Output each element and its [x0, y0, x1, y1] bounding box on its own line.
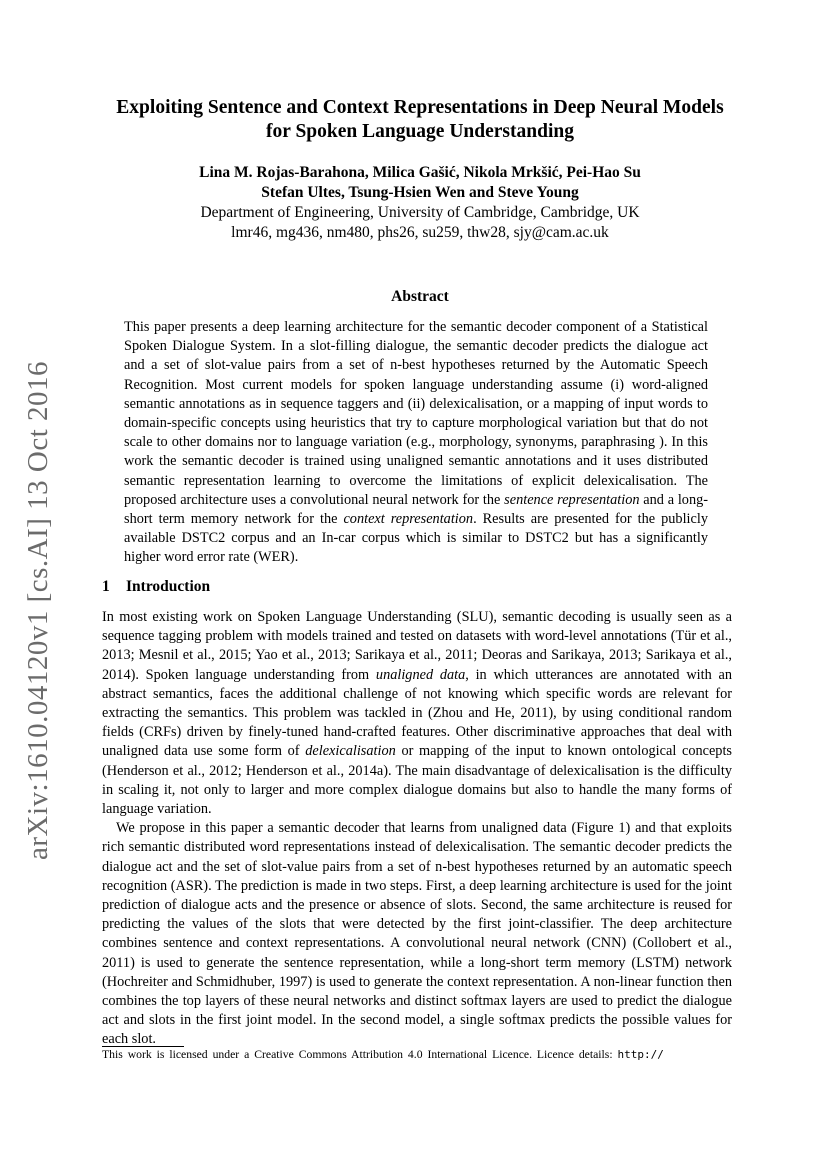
author-emails: lmr46, mg436, nm480, phs26, su259, thw28, sjy@cam.ac.uk	[231, 224, 609, 241]
intro-p1-text-b: , in which utterances are annotated with an abstract semantics, faces the additional challenge of not knowing which specific words are relevant for extracting the semantics. This problem was tackled in (Zhou and He, 2011), by using conditional random fields (CRFs) driven by finely-tuned hand-crafted features. Other discriminative approaches that deal with unaligned data use some form of	[102, 666, 732, 760]
abstract-text-2: and a long-short term memory network for the	[124, 491, 708, 528]
footnote-text: This work is licensed under a Creative Commons Attribution 4.0 International Licence. Licence details:	[102, 1048, 618, 1061]
section-number: 1	[102, 578, 110, 595]
intro-paragraph-1	[102, 608, 732, 819]
paper-title	[90, 96, 750, 144]
authors-line-2: Stefan Ultes, Tsung-Hsien Wen and Steve Young	[261, 184, 579, 201]
footnote-url[interactable]: http://	[617, 1048, 664, 1061]
abstract-heading: Abstract	[391, 288, 449, 305]
title-line-1: Exploiting Sentence and Context Representations in Deep Neural Models	[116, 97, 724, 118]
intro-p1-text-c: or mapping of the input to known ontological concepts (Henderson et al., 2012; Henderson et al., 2014a). The main disadvantage of delexicalisation is the difficulty in scaling it, not only to larger and more complex dialogue domains but also to handle the many forms of language variation.	[102, 743, 732, 818]
author-block	[90, 163, 750, 243]
intro-paragraph-2: We propose in this paper a semantic decoder that learns from unaligned data (Figure 1) and that exploits rich semantic distributed word representations instead of delexicalisation. The semantic decoder predicts the dialogue act and the set of slot-value pairs from a set of n-best hypotheses returned by an automatic speech recognition (ASR). The prediction is made in two steps. First, a deep learning architecture is used for the joint prediction of dialogue acts and the presence or absence of slots. Second, the same architecture is reused for predicting the values of the slots that were detected by the first joint-classifier. The deep architecture combines sentence and context representations. A convolutional neural network (CNN) (Collobert et al., 2011) is used to generate the sentence representation, while a long-short term memory (LSTM) network (Hochreiter and Schmidhuber, 1997) is used to generate the context representation. A non-linear function then combines the top layers of these neural networks and distinct softmax layers are used to predict the dialogue act and slots in the first joint model. In the second model, a single softmax predicts the possible values for each slot.	[102, 820, 732, 1048]
authors-line-1: Lina M. Rojas-Barahona, Milica Gašić, Nikola Mrkšić, Pei-Hao Su	[199, 164, 641, 181]
abstract-body	[124, 318, 708, 568]
introduction-body	[102, 608, 732, 1050]
abstract-text-3: . Results are presented for the publicly available DSTC2 corpus and an In-car corpus which is similar to DSTC2 but has a significantly higher word error rate (WER).	[124, 511, 708, 566]
section-heading-introduction	[102, 578, 210, 596]
abstract-text-1: This paper presents a deep learning architecture for the semantic decoder component of a Statistical Spoken Dialogue System. In a slot-filling dialogue, the semantic decoder predicts the dialogue act and a set of slot-value pairs from a set of n-best hypotheses returned by the Automatic Speech Recognition. Most current models for spoken language understanding assume (i) word-aligned semantic annotations as in sequence taggers and (ii) delexicalisation, or a mapping of input words to domain-specific concepts using heuristics that try to capture morphological variation but that do not scale to other domains nor to language variation (e.g., morphology, synonyms, paraphrasing ). In this work the semantic decoder is trained using unaligned semantic annotations and it uses distributed semantic representation learning to overcome the limitations of explicit delexicalisation. The proposed architecture uses a convolutional neural network for the	[124, 319, 708, 508]
arxiv-identifier: arXiv:1610.04120v1 [cs.AI] 13 Oct 2016	[22, 360, 55, 860]
intro-p1-text-a: In most existing work on Spoken Language Understanding (SLU), semantic decoding is usually seen as a sequence tagging problem with models trained and tested on datasets with word-level annotations (Tür et al., 2013; Mesnil et al., 2015; Yao et al., 2013; Sarikaya et al., 2011; Deoras and Sarikaya, 2013; Sarikaya et al., 2014). Spoken language understanding from	[102, 609, 732, 683]
arxiv-sidebar	[22, 360, 56, 860]
abstract-emphasis-sentence: sentence representation	[504, 491, 640, 508]
affiliation: Department of Engineering, University of Cambridge, Cambridge, UK	[200, 204, 640, 221]
license-footnote	[102, 1048, 732, 1062]
abstract-emphasis-context: context representation	[343, 511, 474, 528]
footnote-rule	[102, 1046, 184, 1047]
intro-p1-emphasis-delexicalisation: delexicalisation	[305, 743, 396, 760]
section-title: Introduction	[126, 578, 211, 595]
title-line-2: for Spoken Language Understanding	[266, 121, 574, 142]
intro-p1-emphasis-unaligned: unaligned data	[375, 666, 466, 683]
